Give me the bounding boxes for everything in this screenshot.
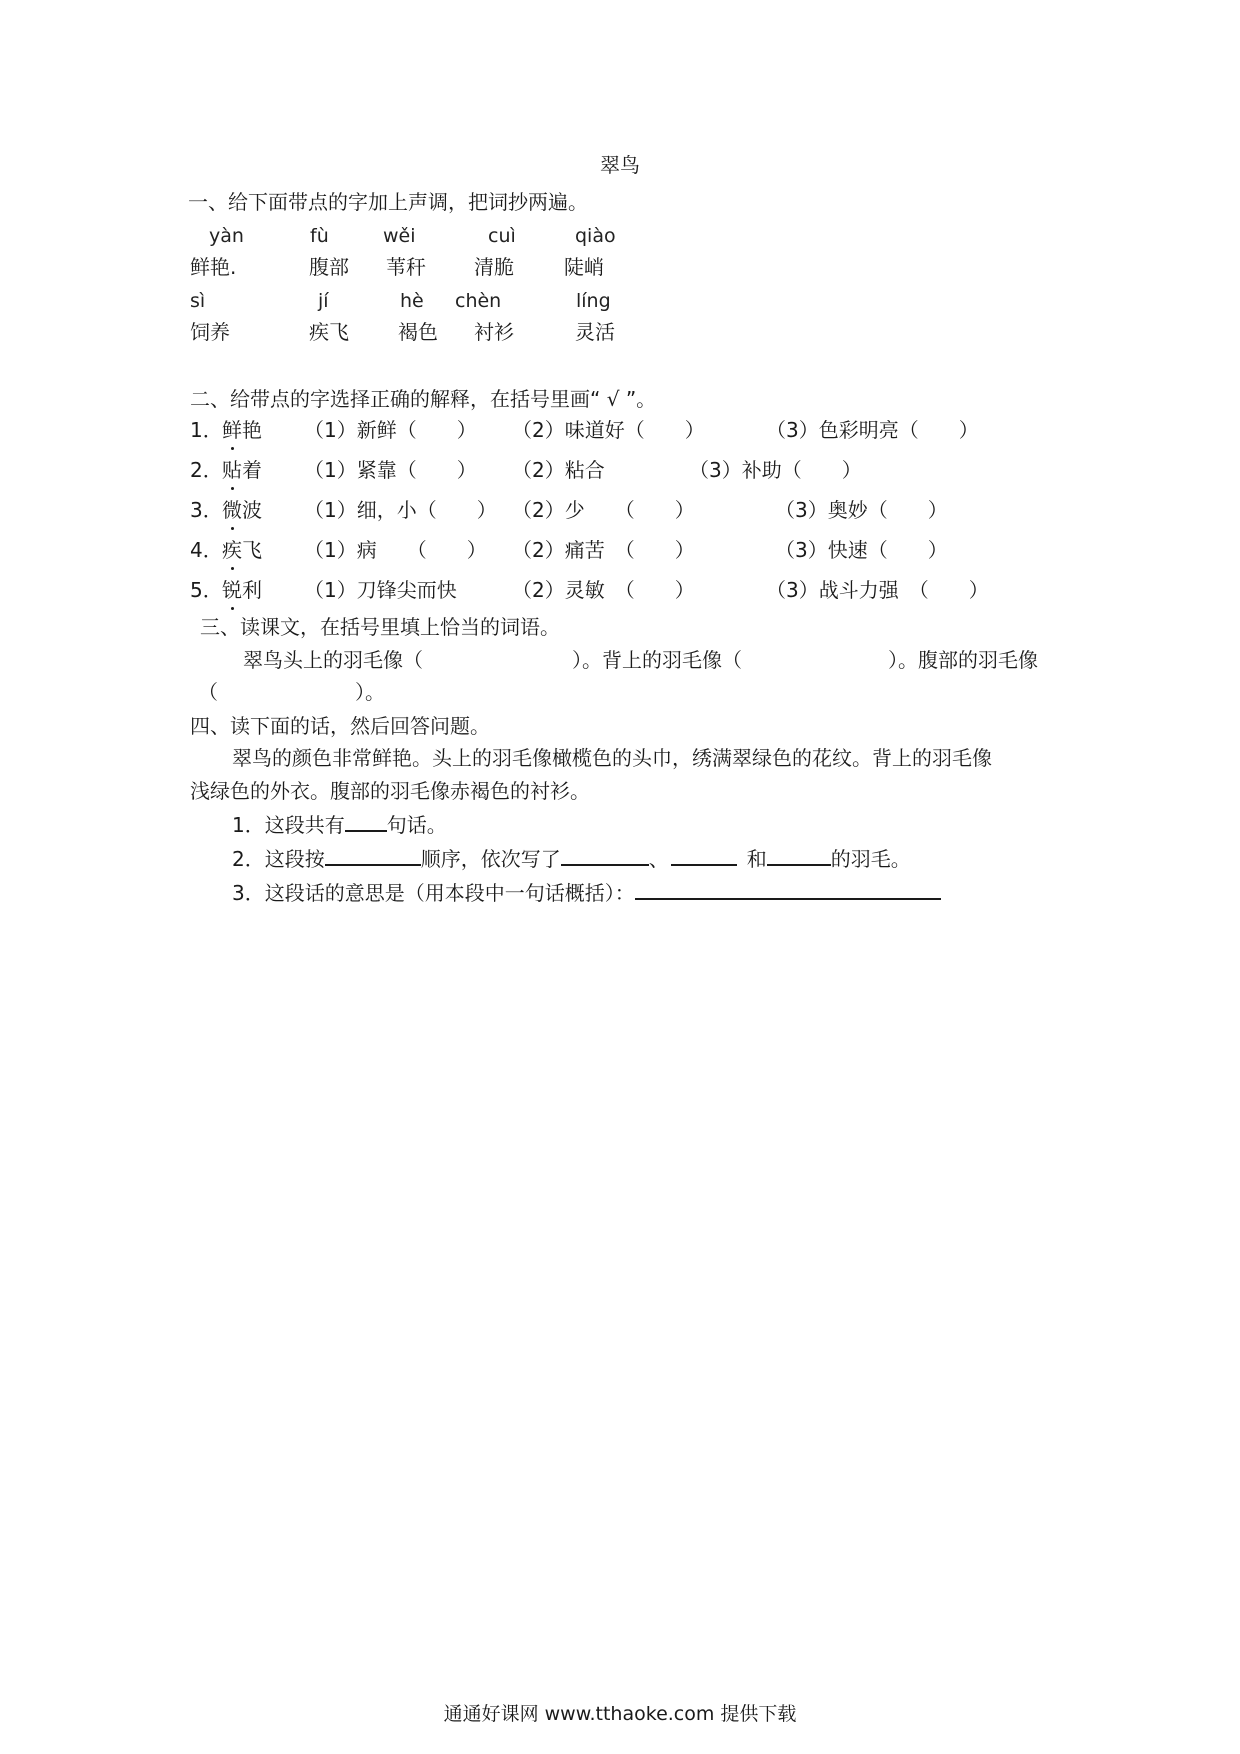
q3-text-a: 3．这段话的意思是（用本段中一句话概括）： <box>232 881 635 905</box>
word-qingcui: 清脆 <box>474 255 514 279</box>
q2-text-d: 和 <box>746 847 767 871</box>
item-word <box>222 537 262 563</box>
question-2 <box>232 846 911 872</box>
item-word <box>222 577 262 603</box>
word-weigan: 苇秆 <box>386 255 426 279</box>
passage-line1: 翠鸟的颜色非常鲜艳。头上的羽毛像橄榄色的头巾，绣满翠绿色的花纹。背上的羽毛像 <box>232 746 992 770</box>
item-number: 4． <box>190 538 223 562</box>
option-2: （2）痛苦 （ ） <box>512 538 695 562</box>
item-word <box>222 417 262 443</box>
fill-line2-open: （ <box>198 680 218 704</box>
answer-blank[interactable] <box>671 846 737 866</box>
word-chenshan: 衬衫 <box>474 320 514 344</box>
answer-blank[interactable] <box>767 846 831 866</box>
word-hese: 褐色 <box>398 320 438 344</box>
answer-blank[interactable] <box>325 846 421 866</box>
word-douqiao: 陡峭 <box>564 255 604 279</box>
option-3: （3）色彩明亮（ ） <box>766 418 979 442</box>
option-2: （2）粘合 <box>512 458 605 482</box>
fill-line1-part1: 翠鸟头上的羽毛像（ <box>243 648 423 672</box>
dotted-char: 鲜 <box>222 418 242 442</box>
word-jifei: 疾飞 <box>309 320 349 344</box>
dotted-char: 贴 <box>222 458 242 482</box>
page-title: 翠鸟 <box>600 153 640 177</box>
word-siyang: 饲养 <box>190 320 230 344</box>
item-number: 1． <box>190 418 223 442</box>
word-rest: 着 <box>242 458 262 482</box>
word-rest: 艳 <box>242 418 262 442</box>
fill-line2-close: ）。 <box>355 680 385 704</box>
section2-heading: 二、给带点的字选择正确的解释，在括号里画“ √ ”。 <box>190 387 657 411</box>
pinyin-chen: chèn <box>455 290 502 312</box>
option-2: （2）灵敏 （ ） <box>512 578 695 602</box>
q2-text-b: 顺序，依次写了 <box>420 847 561 871</box>
q1-text-b: 句话。 <box>386 813 447 837</box>
item-number: 5． <box>190 578 223 602</box>
option-1: （1）细，小（ ） <box>304 498 497 522</box>
dotted-char: 微 <box>222 498 242 522</box>
option-3: （3）快速（ ） <box>775 538 948 562</box>
word-xianyan: 鲜艳. <box>190 255 237 279</box>
word-linghuo: 灵活 <box>575 320 615 344</box>
footer-credit: 通通好课网 www.tthaoke.com 提供下载 <box>443 1703 797 1725</box>
pinyin-si: sì <box>190 290 206 312</box>
question-3 <box>232 880 941 906</box>
q1-text-a: 1．这段共有 <box>232 813 345 837</box>
answer-blank[interactable] <box>635 880 941 900</box>
item-number: 3． <box>190 498 223 522</box>
pinyin-cui: cuì <box>488 225 516 247</box>
option-1: （1）紧靠（ ） <box>304 458 477 482</box>
dotted-char: 疾 <box>222 538 242 562</box>
pinyin-ling: líng <box>576 290 611 312</box>
pinyin-he: hè <box>400 290 424 312</box>
option-2: （2）少 （ ） <box>512 498 695 522</box>
item-number: 2． <box>190 458 223 482</box>
question-1 <box>232 812 447 838</box>
option-2: （2）味道好（ ） <box>512 418 705 442</box>
word-rest: 飞 <box>242 538 262 562</box>
section4-heading: 四、读下面的话，然后回答问题。 <box>190 714 490 738</box>
q2-text-e: 的羽毛。 <box>830 847 911 871</box>
word-rest: 波 <box>242 498 262 522</box>
passage-line2: 浅绿色的外衣。腹部的羽毛像赤褐色的衬衫。 <box>190 779 590 803</box>
answer-blank[interactable] <box>345 812 387 832</box>
option-1: （1）新鲜（ ） <box>304 418 477 442</box>
item-word <box>222 457 262 483</box>
q2-text-a: 2．这段按 <box>232 847 325 871</box>
word-rest: 利 <box>242 578 262 602</box>
option-1: （1）病 （ ） <box>304 538 487 562</box>
fill-line1-part2: ）。背上的羽毛像（ <box>572 648 742 672</box>
pinyin-qiao: qiào <box>575 225 616 247</box>
pinyin-wei: wěi <box>383 225 416 247</box>
option-3: （3）补助（ ） <box>689 458 862 482</box>
q2-text-c: 、 <box>648 847 669 871</box>
pinyin-yan: yàn <box>209 225 244 247</box>
word-fubu: 腹部 <box>309 255 349 279</box>
option-3: （3）奥妙（ ） <box>775 498 948 522</box>
fill-line1-part3: ）。腹部的羽毛像 <box>888 648 1038 672</box>
pinyin-ji: jí <box>318 290 329 312</box>
pinyin-fu: fù <box>310 225 329 247</box>
option-3: （3）战斗力强 （ ） <box>766 578 989 602</box>
section3-heading: 三、读课文，在括号里填上恰当的词语。 <box>200 615 560 639</box>
dotted-char: 锐 <box>222 578 242 602</box>
option-1: （1）刀锋尖而快 <box>304 578 457 602</box>
item-word <box>222 497 262 523</box>
answer-blank[interactable] <box>561 846 649 866</box>
section1-heading: 一、给下面带点的字加上声调，把词抄两遍。 <box>188 190 588 214</box>
